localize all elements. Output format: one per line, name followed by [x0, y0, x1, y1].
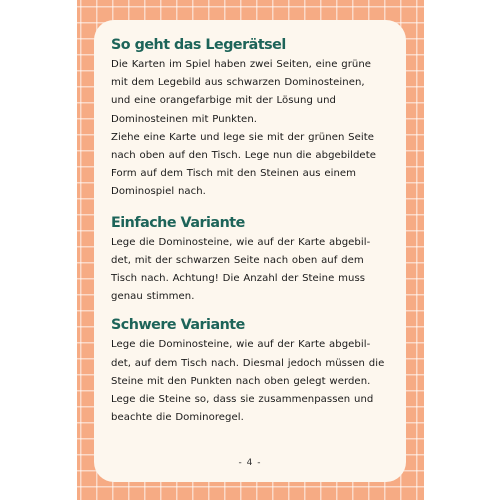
- text-line: det, auf dem Tisch nach. Diesmal jedoch müssen die: [111, 357, 385, 369]
- section-text-einfache-variante: [111, 234, 392, 307]
- text-line: Lege die Steine so, dass sie zusammenpassen und: [111, 394, 374, 406]
- section-heading-einfache-variante: Einfache Variante: [111, 214, 245, 231]
- page-number: - 4 -: [238, 458, 262, 468]
- section-text-legeraetsel: [111, 56, 392, 202]
- text-line: det, mit der schwarzen Seite nach oben auf dem: [111, 254, 364, 266]
- text-line: Steine mit den Punkten nach oben gelegt werden.: [111, 375, 371, 387]
- spacer: [111, 306, 392, 316]
- section-text-schwere-variante: [111, 336, 392, 427]
- text-line: mit dem Legebild aus schwarzen Dominosteinen,: [111, 77, 365, 89]
- text-line: und eine orangefarbige mit der Lösung und: [111, 95, 337, 107]
- section-heading-legeraetsel: So geht das Legerätsel: [111, 37, 286, 53]
- text-line: Lege die Dominosteine, wie auf der Karte abgebil-: [111, 236, 371, 248]
- text-line: Form auf dem Tisch mit den Steinen aus einem: [111, 168, 357, 180]
- text-line: beachte die Dominoregel.: [111, 412, 244, 424]
- text-line: Tisch nach. Achtung! Die Anzahl der Steine muss: [111, 273, 366, 285]
- spacer: [111, 202, 392, 214]
- text-line: Die Karten im Spiel haben zwei Seiten, eine grüne: [111, 59, 372, 70]
- section-heading-schwere-variante: Schwere Variante: [111, 317, 245, 334]
- text-line: nach oben auf den Tisch. Lege nun die abgebildete: [111, 150, 376, 162]
- text-line: genau stimmen.: [111, 291, 195, 303]
- text-line: Dominospiel nach.: [111, 186, 206, 198]
- text-line: Ziehe eine Karte und lege sie mit der grünen Seite: [111, 131, 374, 143]
- text-line: Dominosteinen mit Punkten.: [111, 113, 258, 125]
- text-line: Lege die Dominosteine, wie auf der Karte abgebil-: [111, 339, 371, 351]
- instruction-card: [94, 20, 406, 482]
